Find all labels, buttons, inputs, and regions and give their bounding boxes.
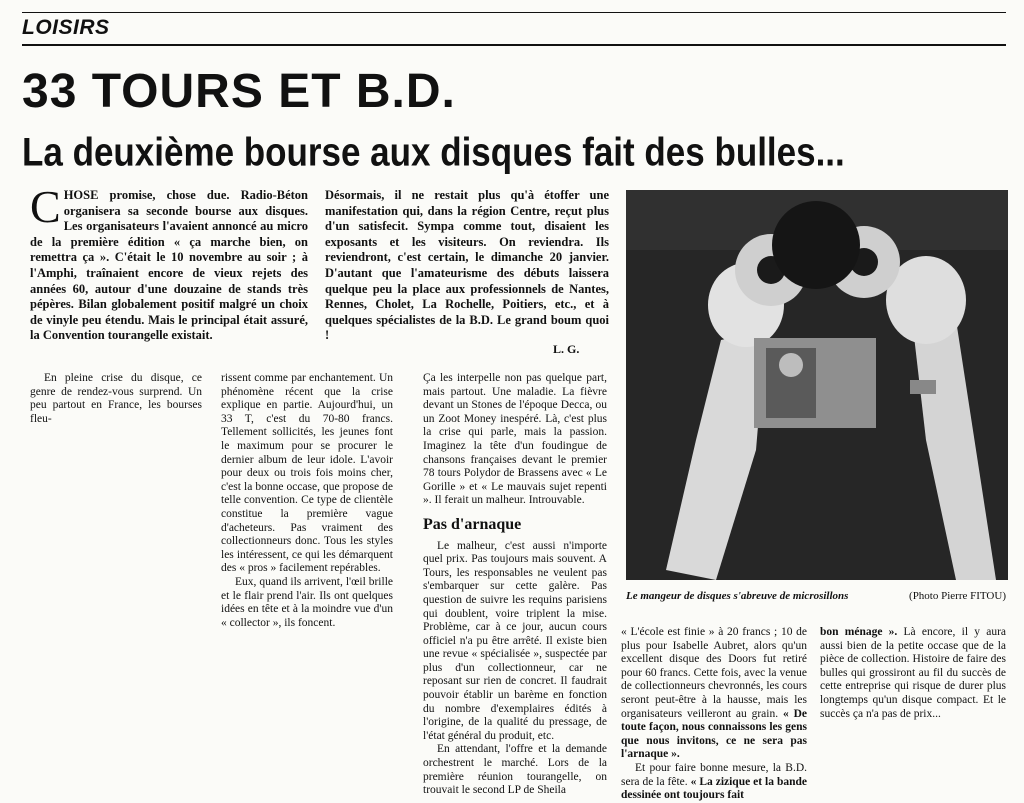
photo-credit: (Photo Pierre FITOU) [909, 590, 1006, 602]
quote-bold: bon ménage ». [820, 626, 898, 638]
photo-caption: Le mangeur de disques s'abreuve de microsillons [626, 590, 849, 602]
lead-text-1: HOSE promise, chose due. Radio-Béton organisera sa seconde bourse aux disques. Les organisateurs l'avaient annoncé au micro de la première édition « ça marche bien, on remettra ça ». C'était le 10 novembre au soir ; à l'Amphi, traînaient encore de vieux rejets des années 60, autour d'une douzaine de stands très pépères. Bilan globalement positif malgré un choix de vinyle peu étendu. Mais le principal était assuré, la Convention tourangelle existait. [30, 188, 308, 343]
body-column-4 [621, 626, 807, 803]
lead-text-2: Désormais, il ne restait plus qu'à étoffer une manifestation qui, dans la région Centre, reçut plus d'un satisfecit. Sympa comme tout, disaient les exposants et les visiteurs. On reviendra. Ils reviendront, c'est certain, le dimanche 20 janvier. D'autant que l'amateurisme des débuts laissera quelque peu la place aux professionnels de Nantes, Rennes, Cholet, La Rochelle, Poitiers, etc., et à quelques spécialistes de la B.D. Le grand boum quoi ! [325, 188, 609, 343]
body-paragraph: Le malheur, c'est aussi n'importe quel prix. Pas toujours mais souvent. A Tours, les responsables ne veulent pas s'embarquer sur cette galère. Pas question de suivre les requins parisiens qui doublent, voire triplent la mise. Problème, car à ce jour, aucun cours officiel n'a pu être arrêté. Il existe bien une revue « spécialisée », suspectée par plus d'un collectionneur, car ne reposant sur rien de concret. Il faudrait pouvoir établir un barème en fonction du nombre d'exemplaires édités à l'origine, de la qualité du pressage, de l'état général du produit, etc. [423, 539, 607, 742]
photo-illustration [626, 190, 1008, 580]
body-paragraph: En attendant, l'offre et la demande orchestrent le marché. Lors de la première réunion tourangelle, on trouvait le second LP de Sheila [423, 743, 607, 797]
body-paragraph [621, 626, 807, 762]
quote-bold: « La zizique et la bande dessinée ont toujours fait [621, 775, 808, 802]
section-rule [22, 44, 1006, 46]
body-column-3 [423, 372, 607, 798]
drop-cap: C [30, 181, 61, 232]
body-paragraph: Ça les interpelle non pas quelque part, mais partout. Une maladie. La fièvre devant un Stones de l'époque Decca, ou un Zoot Money inespéré. Là, c'est plus la crise qui parle, mais la passion. Imaginez la tête d'un foudingue de chansons françaises devant le premier 78 tours Polydor de Brassens avec « Le Gorille » et « Le mauvais sujet repenti ». Il ferait un malheur. Introuvable. [423, 372, 607, 507]
photo [626, 190, 1008, 580]
author-signature: L. G. [553, 342, 580, 356]
crosshead: Pas d'arnaque [423, 515, 522, 533]
top-rule [22, 12, 1006, 13]
section-label: LOISIRS [22, 16, 110, 39]
subheadline: La deuxième bourse aux disques fait des bulles... [22, 130, 845, 175]
lead-column-2 [325, 188, 609, 344]
body-text: Et pour faire bonne mesure, la B.D. sera de la fête. [621, 761, 807, 788]
body-column-2 [221, 372, 393, 630]
body-paragraph [621, 762, 807, 803]
lead-column-1 [30, 181, 308, 344]
body-paragraph: En pleine crise du disque, ce genre de rendez-vous surprend. Un peu partout en France, les bourses fleu- [30, 372, 202, 425]
headline: 33 TOURS ET B.D. [22, 65, 456, 118]
body-paragraph: Eux, quand ils arrivent, l'œil brille et le flair prend l'air. Ils ont quelques idées en tête et à la moindre vue d'un « collector », ils foncent. [221, 575, 393, 629]
body-text: « L'école est finie » à 20 francs ; 10 de plus pour Isabelle Aubret, alors qu'un excellent disque des Doors fut retiré pour 60 francs. Cette fois, avec la venue de collectionneurs chevronnés, les cours seront peut-être à la hausse, mais les organisateurs veilleront au grain. [621, 626, 807, 720]
body-text: Là encore, il y aura aussi bien de la petite occase que de la pièce de collection. Histoire de faire des bulles qui grossiront au fil du succès de cette entreprise qui risque de durer plus longtemps qu'un disque compact. Et le succès ça n'a pas de prix... [820, 626, 1006, 720]
body-paragraph: rissent comme par enchantement. Un phénomène récent que la crise explique en partie. Aujourd'hui, un 33 T, c'est du 70-80 francs. Tellement sollicités, les jeunes font le maximum pour se procurer le dernier album de leur idole. L'avoir pour deux ou trois fois moins cher, c'est la bonne occase, que propose de telle convention. Ce type de clientèle constitue la première vague d'acheteurs. Pas vraiment des collectionneurs donc. Tous les styles les intéressent, ce qui les démarquent des « pros » facilement repérables. [221, 372, 393, 575]
body-column-1 [30, 372, 202, 426]
body-column-5 [820, 626, 1006, 721]
quote-bold: « De toute façon, nous connaissons les gens que nous invitons, ce ne sera pas l'arnaque ». [621, 707, 807, 761]
body-paragraph [820, 626, 1006, 721]
